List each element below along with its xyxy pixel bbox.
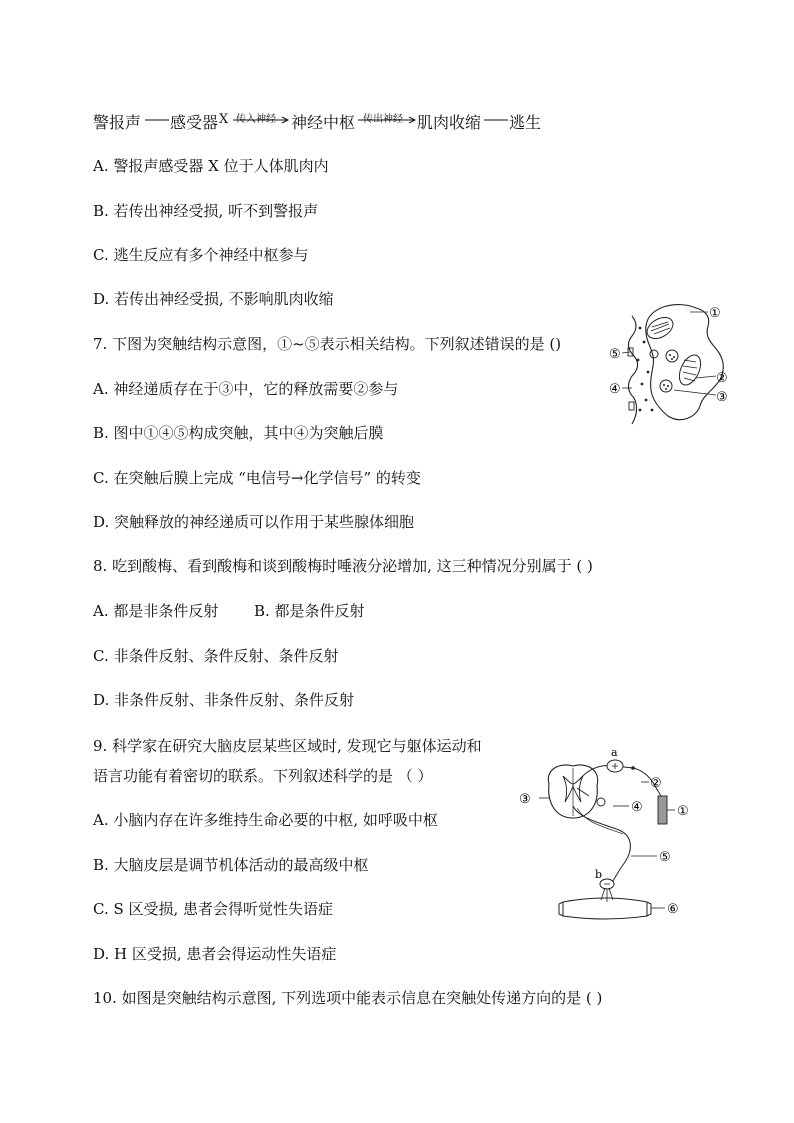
q7-option-d: D. 突触释放的神经递质可以作用于某些腺体细胞 xyxy=(93,513,415,531)
flow-node-muscle: 肌肉收缩 xyxy=(417,113,482,132)
q9-option-d: D. H 区受损, 患者会得运动性失语症 xyxy=(93,945,337,963)
vesicle-2 xyxy=(660,380,672,392)
q8-option-d: D. 非条件反射、非条件反射、条件反射 xyxy=(93,691,355,709)
synapse-label-2: ② xyxy=(716,371,728,386)
postsynaptic-membrane xyxy=(628,316,637,424)
synapse-diagram xyxy=(608,298,743,433)
reflex-label-5: ⑤ xyxy=(659,850,671,865)
flow-label-efferent: 传出神经 xyxy=(363,114,403,125)
flow-node-center: 神经中枢 xyxy=(291,113,356,132)
q10-stem: 10. 如图是突触结构示意图, 下列选项中能表示信息在突触处传递方向的是 ( ) xyxy=(93,989,603,1007)
reflex-label-6: ⑥ xyxy=(667,902,679,917)
flow-arrow-2 xyxy=(231,110,291,130)
flow-arrow-3 xyxy=(356,110,418,130)
q8-option-a: A. 都是非条件反射 xyxy=(93,602,219,620)
flow-arrow-1 xyxy=(143,110,171,130)
q6-option-a: A. 警报声感受器 X 位于人体肌肉内 xyxy=(93,157,329,175)
reflex-label-1: ① xyxy=(677,804,689,819)
flow-node-escape: 逃生 xyxy=(509,113,542,132)
effector-muscle xyxy=(563,898,647,919)
vesicle-3 xyxy=(650,350,658,358)
q7-option-a: A. 神经递质存在于③中，它的释放需要②参与 xyxy=(93,380,399,398)
mitochondrion-2-cristae xyxy=(683,360,697,381)
q7-stem: 7. 下图为突触结构示意图，①~⑤表示相关结构。下列叙述错误的是 () xyxy=(93,335,562,353)
reflex-letter-b: b xyxy=(595,868,603,881)
q6-option-d: D. 若传出神经受损, 不影响肌肉收缩 xyxy=(93,290,334,308)
q9-option-b: B. 大脑皮层是调节机体活动的最高级中枢 xyxy=(93,856,369,874)
flow-label-afferent: 传入神经 xyxy=(236,114,276,125)
flow-node-receptor: 感受器 xyxy=(170,113,219,132)
q6-option-b: B. 若传出神经受损, 听不到警报声 xyxy=(93,202,319,220)
synapse-label-5: ⑤ xyxy=(609,347,621,362)
flow-node-alarm: 警报声 xyxy=(93,113,142,132)
q8-option-b: B. 都是条件反射 xyxy=(254,602,365,620)
reflex-arc-diagram xyxy=(515,744,695,926)
synapse-label-4: ④ xyxy=(609,382,621,397)
synapse-label-1: ① xyxy=(709,306,721,321)
synapse-label-3: ③ xyxy=(716,390,728,405)
mitochondrion-2 xyxy=(675,352,705,389)
receptor-box xyxy=(658,796,667,824)
q7-option-b: B. 图中①④⑤构成突触，其中④为突触后膜 xyxy=(93,424,384,442)
reflex-letter-a: a xyxy=(611,746,618,759)
q6-option-c: C. 逃生反应有多个神经中枢参与 xyxy=(93,246,309,264)
q8-stem: 8. 吃到酸梅、看到酸梅和谈到酸梅时唾液分泌增加, 这三种情况分别属于 ( ) xyxy=(93,557,593,575)
vesicle-1 xyxy=(666,350,678,362)
mitochondrion-1-cristae xyxy=(651,322,670,334)
q7-option-c: C. 在突触后膜上完成 “电信号→化学信号” 的转变 xyxy=(93,469,421,487)
flow-arrow-4 xyxy=(482,110,510,130)
q8-option-c: C. 非条件反射、条件反射、条件反射 xyxy=(93,647,339,665)
q9-option-c: C. S 区受损, 患者会得听觉性失语症 xyxy=(93,900,334,918)
q9-stem-line-1: 9. 科学家在研究大脑皮层某些区域时, 发现它与躯体运动和 xyxy=(93,737,482,755)
q9-stem-line-2: 语言功能有着密切的联系。下列叙述科学的是 （ ） xyxy=(93,767,433,785)
flow-node-receptor-x: X xyxy=(219,112,229,127)
q9-option-a: A. 小脑内存在许多维持生命必要的中枢, 如呼吸中枢 xyxy=(93,811,438,829)
receptor-2 xyxy=(629,402,634,410)
interneuron xyxy=(597,798,605,806)
reflex-label-3: ③ xyxy=(519,792,531,807)
reflex-label-4: ④ xyxy=(631,800,643,815)
reflex-label-2: ② xyxy=(650,776,662,791)
